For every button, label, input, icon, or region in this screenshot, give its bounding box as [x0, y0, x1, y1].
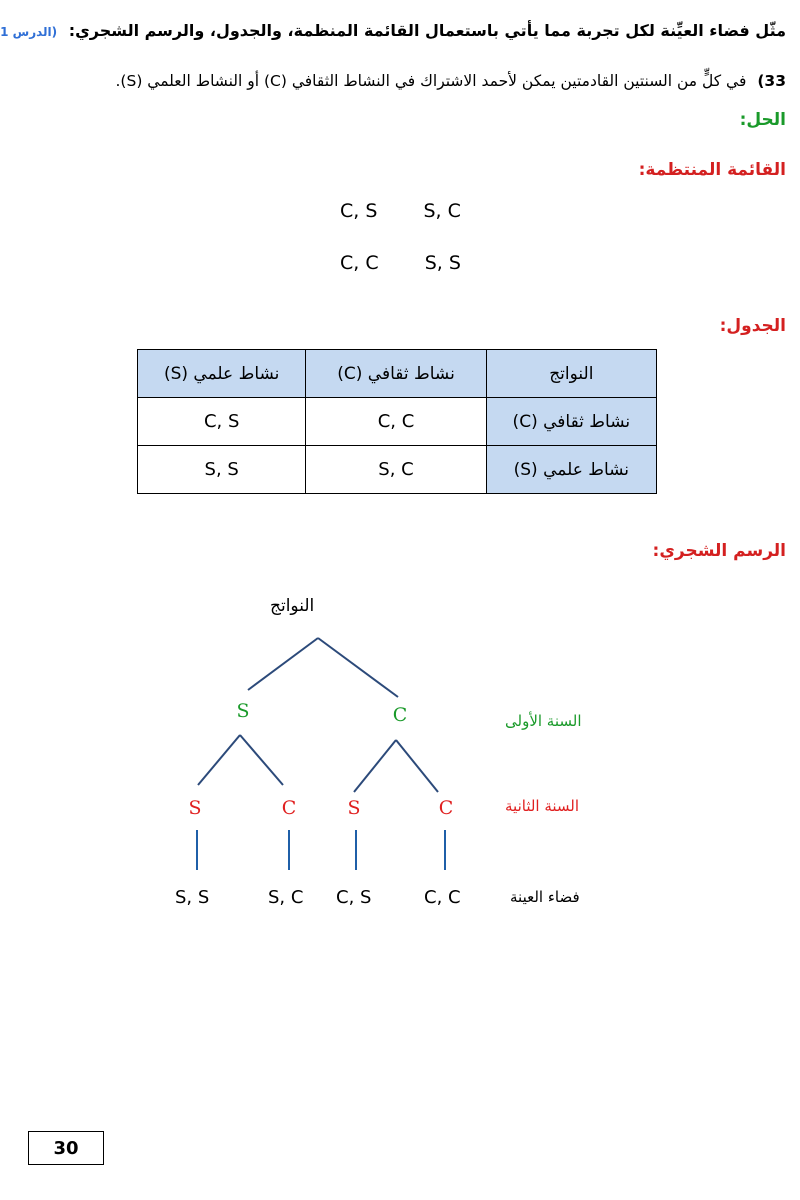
instruction-text: مثّل فضاء العيِّنة لكل تجربة مما يأتي باستعمال القائمة المنظمة، والجدول، والرسم الشجري:: [68, 21, 786, 40]
question-text: في كلٍّ من السنتين القادمتين يمكن لأحمد الاشتراك في النشاط الثقافي (C) أو النشاط العلمي (S).: [115, 72, 747, 90]
table-corner-cell: النواتج: [486, 350, 656, 398]
table-cell: S, C: [306, 446, 486, 494]
table-row-header: نشاط ثقافي (C): [486, 398, 656, 446]
tree-heading: الرسم الشجري:: [652, 541, 786, 561]
tree-leaf-lines: [197, 830, 445, 870]
page-number: 30: [28, 1131, 104, 1165]
tree-node-level1: C: [392, 704, 408, 726]
branch-c-s: [354, 740, 396, 792]
lesson-reference: (الدرس 1: [0, 25, 58, 39]
list-item: C, C: [340, 252, 379, 274]
table-cell: C, S: [138, 398, 306, 446]
tree-node-level2: C: [438, 797, 454, 819]
sample-space-label: فضاء العينة: [510, 888, 580, 906]
tree-leaf: S, C: [268, 887, 304, 908]
branch-root-s: [248, 638, 318, 690]
tree-leaf: S, S: [175, 887, 210, 908]
branch-s-c: [240, 735, 283, 785]
table-row-header: نشاط علمي (S): [486, 446, 656, 494]
organized-list-heading: القائمة المنتظمة:: [638, 160, 786, 180]
level2-label: السنة الثانية: [505, 797, 580, 815]
tree-node-level1: S: [236, 700, 250, 722]
table-cell: C, C: [306, 398, 486, 446]
table-cell: S, S: [138, 446, 306, 494]
branch-root-c: [318, 638, 398, 697]
solution-label: الحل:: [739, 110, 786, 130]
tree-node-level2: S: [188, 797, 202, 819]
list-item: C, S: [340, 200, 378, 222]
tree-node-level2: C: [281, 797, 297, 819]
tree-leaf: C, S: [336, 887, 372, 908]
list-item: S, C: [423, 200, 461, 222]
level1-label: السنة الأولى: [505, 712, 582, 730]
table-column-header: نشاط علمي (S): [138, 350, 306, 398]
branch-s-s: [198, 735, 240, 785]
branch-c-c: [396, 740, 438, 792]
tree-leaf: C, C: [424, 887, 461, 908]
tree-node-level2: S: [347, 797, 361, 819]
table-column-header: نشاط ثقافي (C): [306, 350, 486, 398]
table-heading: الجدول:: [719, 316, 786, 336]
tree-root: النواتج: [270, 596, 315, 616]
list-item: S, S: [424, 252, 461, 274]
question-number: 33): [757, 72, 786, 90]
